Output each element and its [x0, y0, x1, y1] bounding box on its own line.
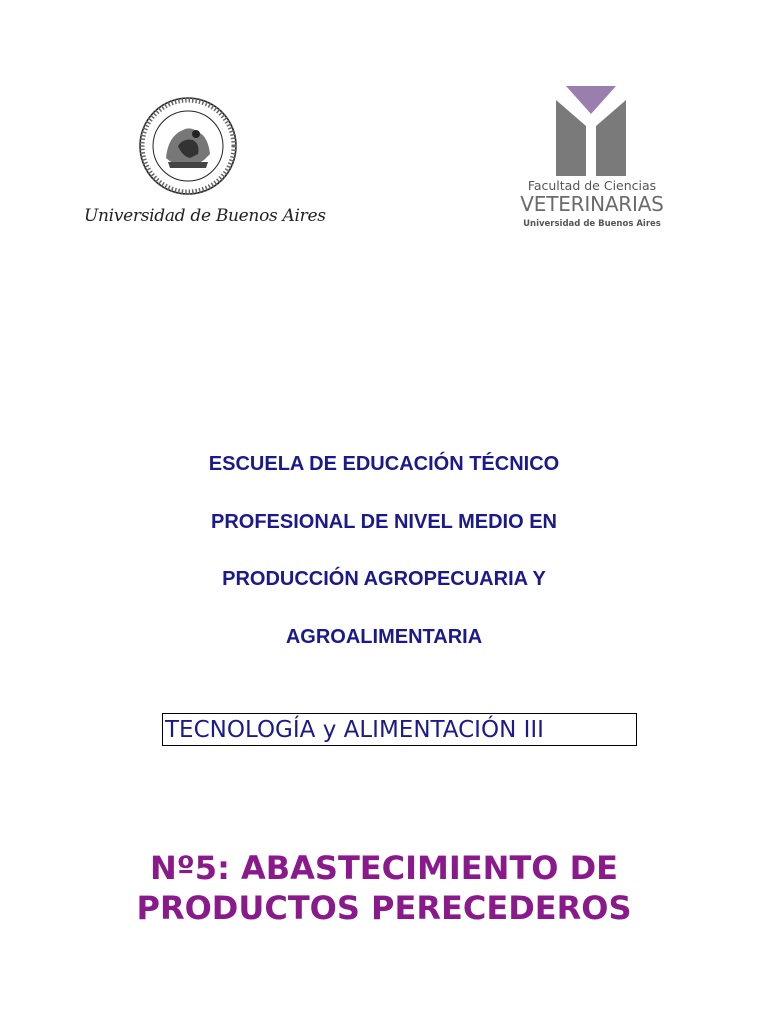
school-heading-line-2: PROFESIONAL DE NIVEL MEDIO EN [211, 510, 557, 533]
fcv-university-label: Universidad de Buenos Aires [523, 219, 661, 229]
fcv-logo [512, 86, 672, 236]
uba-logo [84, 94, 326, 240]
school-heading-line-1: ESCUELA DE EDUCACIÓN TÉCNICO [208, 453, 560, 475]
fcv-faculty-label: Facultad de Ciencias [527, 178, 657, 193]
fcv-veterinarias-label: VETERINARIAS [520, 192, 664, 216]
topic-title-line-2: PRODUCTOS PERECEDEROS [136, 889, 632, 927]
uba-seal-icon [138, 96, 238, 196]
topic-title [0, 848, 768, 928]
uba-wordmark: Universidad de Buenos Aires [84, 206, 326, 226]
topic-title-line-1: Nº5: ABASTECIMIENTO DE [149, 849, 619, 887]
school-heading-line-4: AGROALIMENTARIA [285, 625, 483, 648]
school-heading-line-3: PRODUCCIÓN AGROPECUARIA Y [222, 568, 546, 590]
fcv-y-mark-icon [556, 86, 626, 176]
subject-title: TECNOLOGÍA y ALIMENTACIÓN III [162, 713, 637, 746]
school-heading [0, 447, 768, 677]
